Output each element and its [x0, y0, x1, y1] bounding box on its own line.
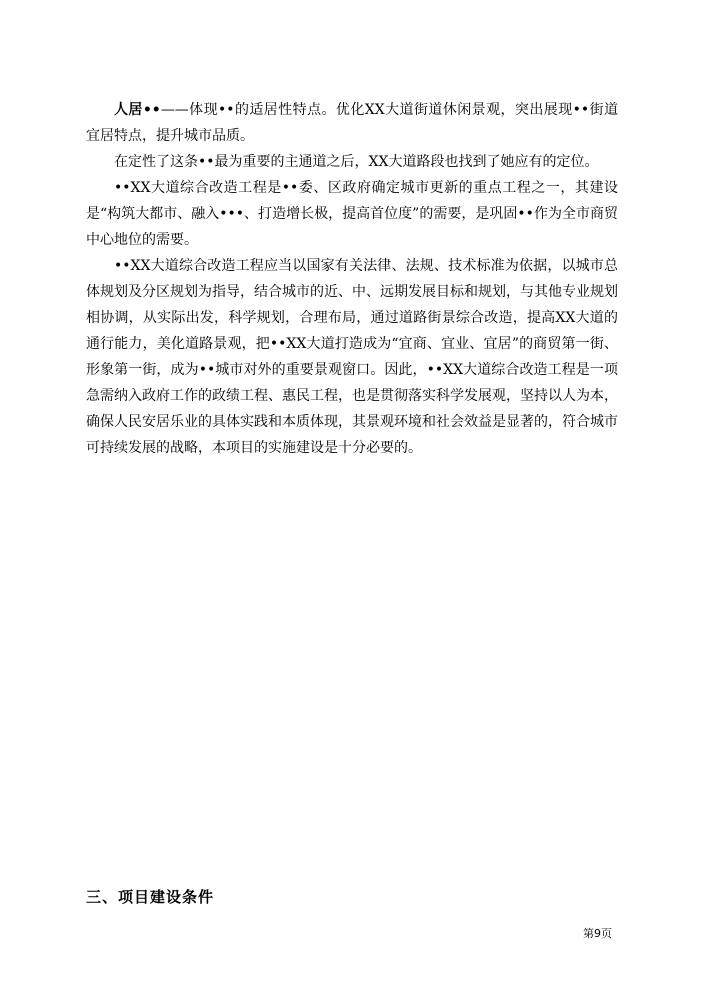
- paragraph-text: ••XX大道综合改造工程应当以国家有关法律、法规、技术标准为依据，以城市总体规划及分区规划为指导，结合城市的近、中、远期发展目标和规划，与其他专业规划相协调，从实际出发，科学规划，合理布局，通过道路街景综合改造，提高XX大道的通行能力，美化道路景观，把••XX大道打造成为“宜商、宜业、宜居”的商贸第一街、形象第一街，成为••城市对外的重要景观窗口。因此，••XX大道综合改造工程是一项急需纳入政府工作的政绩工程、惠民工程，也是贯彻落实科学发展观，坚持以人为本，确保人民安居乐业的具体实践和本质体现，其景观环境和社会效益是显著的，符合城市可持续发展的战略，本项目的实施建设是十分必要的。: [86, 258, 618, 456]
- paragraph-text: ——体现••的适居性特点。优化XX大道街道休闲景观，突出展现••街道宜居特点，提升城市品质。: [86, 102, 618, 144]
- body-text: [86, 97, 618, 461]
- paragraph-1: [86, 97, 618, 149]
- section-heading: 三、项目建设条件: [86, 888, 215, 906]
- paragraph-3: [86, 175, 618, 253]
- paragraph-2: [86, 149, 618, 175]
- paragraph-text: ••XX大道综合改造工程是••委、区政府确定城市更新的重点工程之一，其建设是“构筑大都市、融入•••、打造增长极，提高首位度”的需要，是巩固••作为全市商贸中心地位的需要。: [86, 180, 618, 248]
- page-number: 第9页: [583, 927, 612, 940]
- paragraph-lead: 人居••: [114, 102, 161, 118]
- paragraph-4: [86, 253, 618, 461]
- paragraph-text: 在定性了这条••最为重要的主通道之后，XX大道路段也找到了她应有的定位。: [114, 154, 599, 170]
